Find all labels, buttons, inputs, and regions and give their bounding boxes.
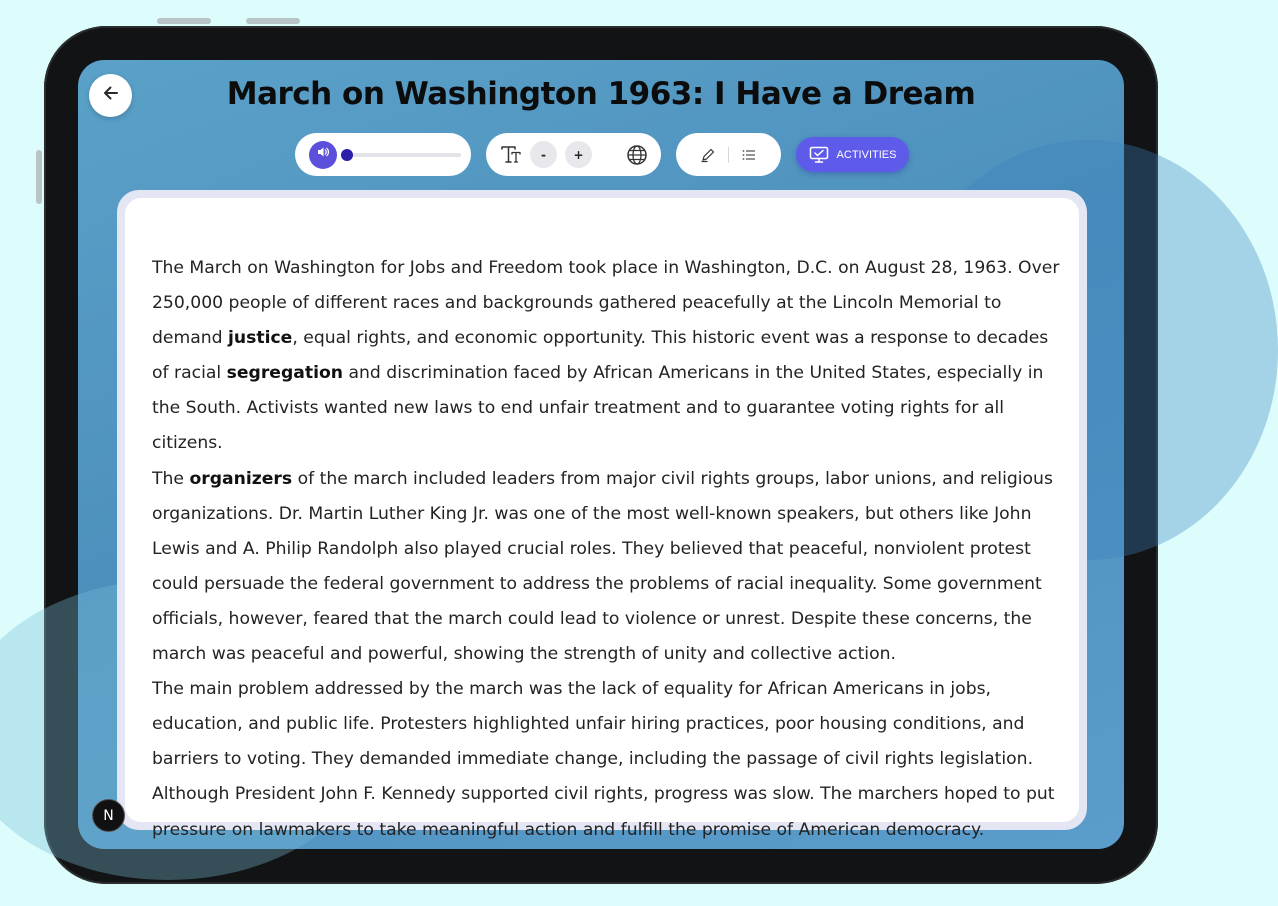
- article-text: [152, 251, 1062, 848]
- speaker-icon: [316, 145, 330, 164]
- page-title: March on Washington 1963: I Have a Dream: [226, 76, 976, 112]
- audio-progress-knob[interactable]: [341, 149, 353, 161]
- list-icon[interactable]: [741, 147, 757, 163]
- text-size-icon[interactable]: [500, 144, 522, 166]
- decrease-font-button[interactable]: -: [530, 141, 557, 168]
- text-run: and discrimination faced by African Americans in the United States, especially in the South. Activists wanted new laws to end unfair treatment and to guarantee voting rights for all citizens.: [152, 363, 1044, 454]
- tool-divider: [728, 147, 729, 163]
- text-run: The March on Washington for Jobs and Freedom took place in Washington, D.C. on August 28, 1963. Over 250,000 people of different races and backgrounds gathered peacefully at the Lincoln Memorial to demand: [152, 258, 1060, 349]
- font-controls: [486, 133, 661, 176]
- hardware-button-side: [36, 150, 42, 204]
- vocab-organizers[interactable]: organizers: [189, 468, 293, 489]
- highlighter-icon[interactable]: [700, 147, 716, 163]
- text-run: of the march included leaders from major civil rights groups, labor unions, and religious organizations. Dr. Martin Luther King Jr. was one of the most well-known speakers, but others like John Lewis and A. Philip Randolph also played crucial roles. They believed that peaceful, nonviolent protest could persuade the federal government to address the problems of racial inequality. Some government officials, however, feared that the march could lead to violence or unrest. Despite these concerns, the march was peaceful and powerful, showing the strength of unity and collective action.: [152, 468, 1053, 665]
- reading-panel[interactable]: [125, 198, 1079, 840]
- hardware-button-top-2: [246, 18, 300, 24]
- vocab-justice[interactable]: justice: [228, 328, 293, 349]
- app-screen: [78, 60, 1124, 849]
- text-run: , equal rights, and economic opportunity. This historic event was a response to decades of racial: [152, 328, 1049, 384]
- paragraph-2: [152, 462, 1062, 673]
- activities-button[interactable]: [796, 137, 909, 172]
- text-run: The: [152, 468, 190, 489]
- activities-label: ACTIVITIES: [836, 148, 897, 161]
- paragraph-1: [152, 251, 1062, 462]
- vocab-segregation[interactable]: segregation: [226, 363, 344, 384]
- paragraph-3: The main problem addressed by the march was the lack of equality for African Americans in jobs, education, and public life. Protesters highlighted unfair hiring practices, poor housing conditions, and barriers to voting. They demanded immediate change, including the passage of civil rights legislation. Although President John F. Kennedy supported civil rights, progress was slow. The marchers hoped to put pressure on lawmakers to take meaningful action and fulfill the promise of American democracy.: [152, 679, 1055, 840]
- tools-group: [676, 133, 781, 176]
- n-badge[interactable]: N: [92, 799, 125, 832]
- increase-font-button[interactable]: +: [565, 141, 592, 168]
- globe-icon[interactable]: [626, 144, 648, 166]
- hardware-button-top-1: [157, 18, 211, 24]
- audio-player: [295, 133, 471, 176]
- reader-frame: [117, 190, 1087, 840]
- play-audio-button[interactable]: [309, 141, 337, 169]
- presentation-icon: [809, 146, 829, 164]
- audio-progress-slider[interactable]: [345, 153, 461, 157]
